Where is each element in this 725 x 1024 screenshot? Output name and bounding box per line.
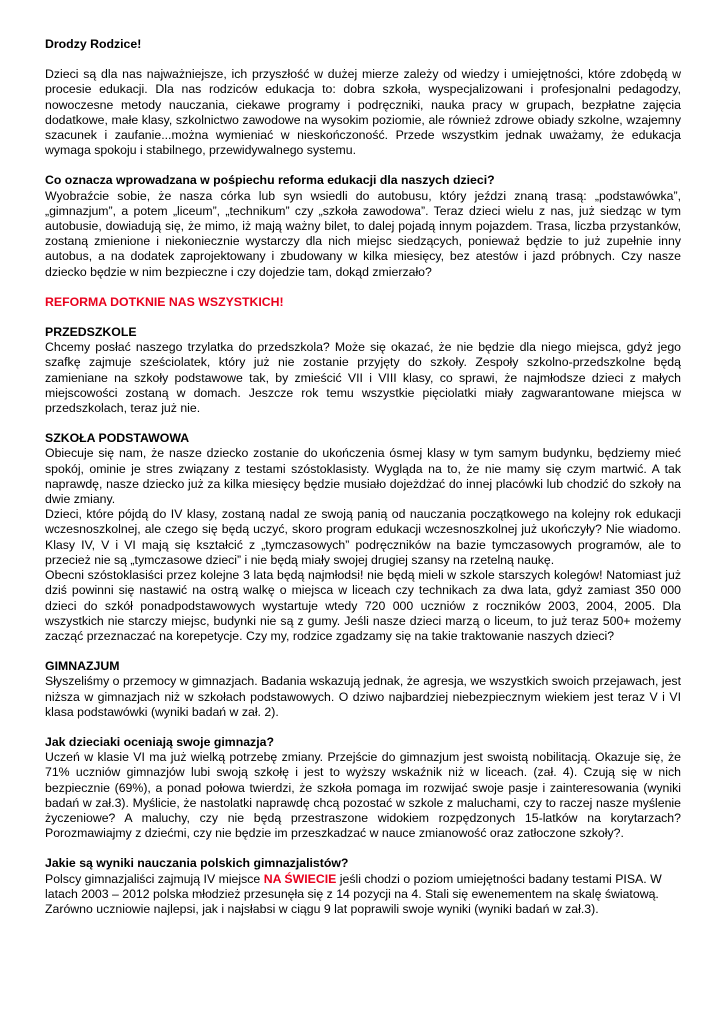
alert-heading: REFORMA DOTKNIE NAS WSZYSTKICH! bbox=[45, 294, 284, 309]
primary-school-paragraph-3: Obecni szóstoklasiści przez kolejne 3 lata będą najmłodsi! nie będą mieli w szkole starszych kolegów! Natomiast już dziś powinni się nastawić na ostrą walkę o miejsca w liceach czy technikach za dwa lata, gdyż zamiast 350 000 dzieci do szkół ponadpodstawowych wystartuje wtedy 720 000 uczniów z roczników 2003, 2004, 2005. Dla wszystkich nie starczy miejsc, budynki nie są z gumy. Jeśli nasze dzieci marzą o liceum, to już teraz 500+ możemy zacząć przeznaczać na korepetycje. Czy my, rodzice zgadzamy się na takie traktowanie naszych dzieci? bbox=[45, 568, 681, 643]
reform-question-heading: Co oznacza wprowadzana w pośpiechu reforma edukacji dla naszych dzieci? bbox=[45, 173, 495, 188]
preschool-heading: PRZEDSZKOLE bbox=[45, 325, 137, 340]
results-text-before: Polscy gimnazjaliści zajmują IV miejsce bbox=[45, 871, 264, 886]
results-highlight: NA ŚWIECIE bbox=[263, 871, 337, 886]
primary-school-paragraph-2: Dzieci, które pójdą do IV klasy, zostaną nadal ze swoją panią od nauczania początkowego na kolejny rok edukacji wczesnoszkolnej, ale czego się będą uczyć, skoro program edukacji wczesnoszkolnej już ukończyły? Nie wiadomo. Klasy IV, V i VI mają się kształcić z „tymczasowych” podręczników na bazie tymczasowych programów, ale to przecież nie są „tymczasowe dzieci” i nie będą miały swojej drugiej szansy na rzetelną naukę. bbox=[45, 507, 681, 567]
greeting: Drodzy Rodzice! bbox=[45, 37, 142, 51]
primary-school-paragraph-1: Obiecuje się nam, że nasze dziecko zostanie do ukończenia ósmej klasy w tym samym budynku, będziemy mieć spokój, ominie je stres związany z testami szóstoklasisty. Wygląda na to, że nie mamy się czym martwić. A tak naprawdę, nasze dziecko już za kilka miesięcy będzie musiało dojeżdżać do innej placówki lub chodzić do szkoły na dwie zmiany. bbox=[45, 446, 681, 507]
rating-heading: Jak dzieciaki oceniają swoje gimnazja? bbox=[45, 734, 274, 749]
intro-paragraph: Dzieci są dla nas najważniejsze, ich przyszłość w dużej mierze zależy od wiedzy i umiejętności, które zdobędą w procesie edukacji. Dla nas rodziców edukacja to: dobra szkoła, wyspecjalizowani i profesjonalni pedagodzy, nowoczesne metody nauczania, ciekawe programy i podręczniki, nauka pracy w grupach, bezpłatne zajęcia dodatkowe, małe klasy, szkolnictwo zawodowe na wysokim poziomie, ale również zdrowe obiady szkolne, wzajemny szacunek i zaufanie...można wymieniać w nieskończoność. Przede wszystkim jednak uważamy, że edukacja wymaga spokoju i stabilnego, przewidywalnego systemu. bbox=[45, 67, 681, 158]
rating-paragraph: Uczeń w klasie VI ma już wielką potrzebę zmiany. Przejście do gimnazjum jest swoistą nobilitacją. Okazuje się, że 71% uczniów gimnazjów lubi swoją szkołę i jest to wyższy wskaźnik niż w liceach. (zał. 4). Czują się w nich bezpiecznie (69%), a ponad połowa twierdzi, że szkoła pomaga im rozwijać swoje pasje i zainteresowania (wyniki badań w zał.3). Myślicie, że nastolatki naprawdę chcą pozostać w szkole z maluchami, czy to raczej nasze myślenie życzeniowe? A maluchy, czy nie będą przestraszone widokiem rozpędzonych 15-latków na korytarzach? Porozmawiajmy z dziećmi, czy nie będzie im przeszkadzać w nauce zmianowość oraz zatłoczone szkoły?. bbox=[45, 750, 681, 841]
reform-question-paragraph: Wyobraźcie sobie, że nasza córka lub syn wsiedli do autobusu, który jeździ znaną trasą: „podstawówka”, „gimnazjum”, a potem „liceum”, „technikum” czy „szkoła zawodowa”. Teraz dzieci wielu z nas, już siedząc w tym autobusie, dowiadują się, że mimo, iż mają ważny bilet, to dalej pojadą innym pojazdem. Trasa, liczba przystanków, zostaną zmienione i niekoniecznie wystarczy dla nich miejsc siedzących, ponieważ będzie to już zupełnie inny autobus, a na dodatek zaprojektowany i zbudowany w kilka miesięcy, bez atestów i jazd próbnych. Czy nasze dziecko będzie w nim bezpieczne i czy dojedzie tam, dokąd zmierzało? bbox=[45, 188, 681, 279]
primary-school-heading: SZKOŁA PODSTAWOWA bbox=[45, 431, 190, 446]
middle-school-heading: GIMNAZJUM bbox=[45, 659, 120, 674]
results-paragraph bbox=[45, 872, 681, 918]
preschool-paragraph: Chcemy posłać naszego trzylatka do przedszkola? Może się okazać, że nie będzie dla niego miejsca, gdyż jego szafkę zajmuje sześciolatek, który już nie zostanie przyjęty do szkoły. Zespoły szkolno-przedszkolne będą zamieniane na szkoły podstawowe tak, by zmieścić VII i VIII klasy, co sprawi, że najmłodsze dzieci z małych miejscowości zostaną w domach. Jeszcze rok temu wszystkie pięciolatki miały zagwarantowane miejsca w przedszkolach, teraz już nie. bbox=[45, 340, 681, 416]
middle-school-paragraph: Słyszeliśmy o przemocy w gimnazjach. Badania wskazują jednak, że agresja, we wszystkich swoich przejawach, jest niższa w gimnazjach niż w szkołach podstawowych. O dziwo najbardziej niebezpiecznym wiekiem jest teraz V i VI klasa podstawówki (wyniki badań w zał. 2). bbox=[45, 674, 681, 719]
letter-page bbox=[45, 37, 681, 917]
results-text-after: jeśli chodzi o poziom umiejętności badany testami PISA. W latach 2003 – 2012 polska młodzież przesunęła się z 14 pozycji na 4. Stali się ewenementem na skalę światową. Zarówno uczniowie najlepsi, jak i najsłabsi w ciągu 9 lat poprawili swoje wyniki (wyniki badań w zał.3). bbox=[45, 871, 662, 916]
results-heading: Jakie są wyniki nauczania polskich gimnazjalistów? bbox=[45, 856, 349, 871]
